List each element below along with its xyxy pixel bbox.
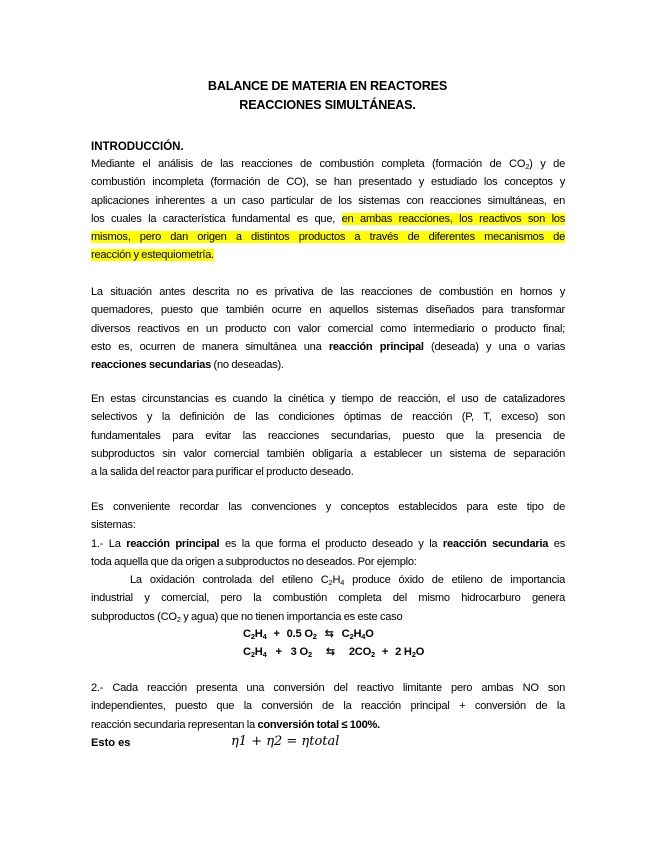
paragraph-line: subproductos ($CO_2$ y agua) que no tienen importancia es este caso xyxy=(91,610,403,624)
paragraph-line: a la salida del reactor para purificar el producto deseado. xyxy=(91,466,354,479)
intro-heading: INTRODUCCIÓN. xyxy=(91,141,184,153)
paragraph-line: La situación antes descrita no es privativa de las reacciones de combustión en hornos y xyxy=(91,286,565,298)
highlighted-text: reacción y estequiometría. xyxy=(91,249,215,262)
paragraph-line: sistemas: xyxy=(91,519,136,532)
paragraph-line: 1.- La reacción principal es la que forma el producto deseado y la reacción secundaria es xyxy=(91,537,565,550)
paragraph-line: toda aquella que da origen a subproductos no deseados. Por ejemplo: xyxy=(91,555,417,568)
paragraph-line: reacción secundaria representan la conversión total ≤ 100%. xyxy=(91,718,380,731)
term-conversion-total: conversión total ≤ 100%. xyxy=(257,718,380,731)
term-reaccion-secundaria: reacción secundaria xyxy=(442,537,549,550)
paragraph-line: 2.- Cada reacción presenta una conversión del reactivo limitante pero ambas NO son xyxy=(91,682,565,694)
paragraph-line: esto es, ocurren de manera simultánea una reacción principal (deseada) y una o varias xyxy=(91,340,566,353)
paragraph-line: Es conveniente recordar las convenciones y conceptos establecidos para este tipo de xyxy=(91,501,565,513)
paragraph-line: diversos reactivos en un producto con valor comercial como intermediario o producto final; xyxy=(91,322,565,335)
paragraph-line: En estas circunstancias es cuando la cinética y tiempo de reacción, el uso de catalizadores xyxy=(91,393,565,405)
equation-ethylene-oxidation: $C_2H_4 + 0.5$ $O_2$ ⇆ $C_2H_4O$ xyxy=(243,628,374,641)
equation-ethylene-combustion: $C_2H_4 + 3$ $O_2$ ⇆ $2CO_2 + 2$ $H_2O$ xyxy=(243,646,425,659)
equilibrium-arrow-icon: ⇆ xyxy=(324,628,334,640)
highlighted-text: mismos, pero dan origen a distintos productos a través de diferentes mecanismos de xyxy=(91,231,565,244)
intro-line: los cuales la característica fundamental es que, en ambas reacciones, los reactivos son los xyxy=(91,212,566,225)
highlighted-text: en ambas reacciones, los reactivos son los xyxy=(341,212,566,225)
paragraph-line: quemadores, puesto que también ocurre en aquellos sistemas diseñados para transformar xyxy=(91,304,565,317)
intro-line: aplicaciones inherentes a un caso particular de los sistemas con reacciones simultáneas, en xyxy=(91,194,565,207)
paragraph-line: selectivos y la definición de las condiciones óptimas de reacción (P, T, exceso) son xyxy=(91,411,565,424)
term-reaccion-principal: reacción principal xyxy=(328,340,424,353)
intro-line xyxy=(91,246,565,264)
paragraph-line: industrial y comercial, pero la combustión completa del mismo hidrocarburo genera xyxy=(91,592,565,605)
document-title-line2: REACCIONES SIMULTÁNEAS. xyxy=(239,98,416,112)
intro-line: Mediante el análisis de las reacciones de combustión completa (formación de $CO_2$) y de xyxy=(91,158,565,171)
paragraph-line: subproductos sin valor comercial también obligaría a establecer un sistema de separación xyxy=(91,447,565,460)
intro-line: combustión incompleta (formación de CO), se han presentado y estudiado los conceptos y xyxy=(91,176,565,189)
term-reacciones-secundarias: reacciones secundarias xyxy=(91,359,212,372)
paragraph-line: reacciones secundarias (no deseadas). xyxy=(91,359,284,372)
paragraph-line: fundamentales para evitar las reacciones secundarias, puesto que la presencia de xyxy=(91,429,565,442)
paragraph-line: independientes, puesto que la conversión de la reacción principal + conversión de la xyxy=(91,700,565,713)
conversion-formula: η1 + η2 = ηtotal xyxy=(231,734,340,749)
circumstances-paragraph xyxy=(91,390,565,481)
intro-paragraph xyxy=(91,155,565,265)
document-title-line1: BALANCE DE MATERIA EN REACTORES xyxy=(207,79,448,93)
conventions-paragraph xyxy=(91,498,565,626)
situation-paragraph xyxy=(91,283,565,374)
conversion-paragraph xyxy=(91,679,565,734)
intro-line xyxy=(91,228,565,246)
esto-es-label: Esto es xyxy=(91,737,131,749)
term-reaccion-principal: reacción principal xyxy=(126,537,220,550)
equilibrium-arrow-icon: ⇆ xyxy=(325,646,335,658)
paragraph-line: La oxidación controlada del etileno $C_2H_4$ produce óxido de etileno de importancia xyxy=(130,574,565,588)
